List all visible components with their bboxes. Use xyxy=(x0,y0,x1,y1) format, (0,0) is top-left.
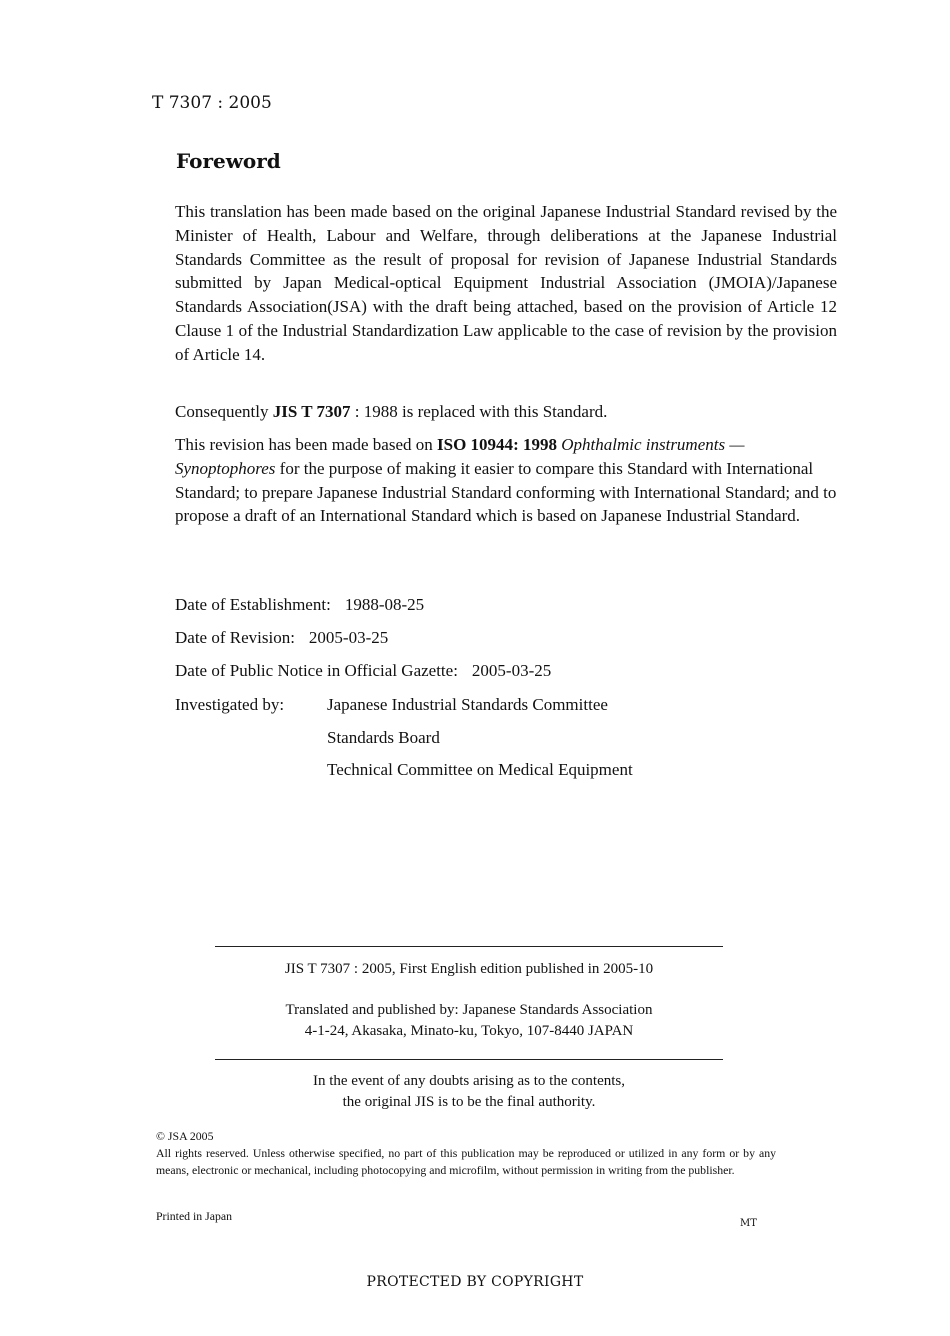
date-notice-label: Date of Public Notice in Official Gazette: xyxy=(175,661,458,680)
mt-mark: MT xyxy=(740,1218,757,1229)
foreword-title: Foreword xyxy=(176,149,281,173)
authority-line-2: the original JIS is to be the final authority. xyxy=(342,1094,596,1110)
foreword-paragraph-1: This translation has been made based on the original Japanese Industrial Standard revised by the Minister of Health, Labour and Welfare, through deliberations at the Japanese Industrial Standards Committee as the result of proposal for revision of Japanese Industrial Standards submitted by Japan Medical-optical Equipment Industrial Association (JMOIA)/Japanese Standards Association(JSA) with the draft being attached, based on the provision of Article 12 Clause 1 of the Industrial Standardization Law applicable to the case of revision by the provision of Article 14. xyxy=(175,202,837,364)
date-notice-row xyxy=(175,661,551,681)
p2-standard: JIS T 7307 xyxy=(272,402,351,421)
date-notice-value: 2005-03-25 xyxy=(471,661,552,680)
p2-suffix: : 1988 is replaced with this Standard. xyxy=(350,402,608,421)
investigated-line-2: Standards Board xyxy=(327,728,440,747)
date-establishment-row xyxy=(175,595,424,615)
publisher-line-2: 4-1-24, Akasaka, Minato-ku, Tokyo, 107-8440 JAPAN xyxy=(304,1023,634,1039)
p2-prefix: Consequently xyxy=(175,402,273,421)
p3-iso-standard: ISO 10944 xyxy=(437,435,514,454)
date-revision-value: 2005-03-25 xyxy=(308,628,389,647)
copyright-footer: PROTECTED BY COPYRIGHT xyxy=(366,1274,584,1290)
date-revision-label: Date of Revision: xyxy=(175,628,295,647)
top-divider xyxy=(215,946,723,947)
foreword-paragraph-3 xyxy=(175,433,837,528)
p3-prefix: This revision has been made based on xyxy=(175,435,438,454)
copyright-notice: © JSA 2005 xyxy=(156,1129,214,1143)
rights-statement: All rights reserved. Unless otherwise specified, no part of this publication may be reproduced or utilized in any form or by any means, electronic or mechanical, including photocopying and microfilm, without permission in writing from the publisher. xyxy=(156,1146,776,1177)
p3-iso-year: : 1998 xyxy=(513,435,562,454)
p3-suffix: for the purpose of making it easier to compare this Standard with International Standard; to prepare Japanese Industrial Standard conforming with International Standard; and to propose a draft of an International Standard which is based on Japanese Industrial Standard. xyxy=(175,458,837,526)
edition-line: JIS T 7307 : 2005, First English edition published in 2005-10 xyxy=(284,961,654,977)
foreword-paragraph-2 xyxy=(175,400,837,424)
document-code: T 7307 : 2005 xyxy=(152,93,272,113)
investigated-line-3: Technical Committee on Medical Equipment xyxy=(327,760,633,779)
date-establishment-label: Date of Establishment: xyxy=(175,595,331,614)
date-establishment-value: 1988-08-25 xyxy=(344,595,425,614)
bottom-divider xyxy=(215,1059,723,1060)
date-revision-row xyxy=(175,628,388,648)
publisher-line-1: Translated and published by: Japanese Standards Association xyxy=(285,1002,653,1018)
p3-iso-title: Ophthalmic instruments —Synoptophores xyxy=(175,435,745,478)
investigated-line-1: Japanese Industrial Standards Committee xyxy=(327,695,608,714)
printed-in: Printed in Japan xyxy=(156,1209,233,1223)
investigated-label: Investigated by: xyxy=(175,695,285,714)
authority-line-1: In the event of any doubts arising as to the contents, xyxy=(312,1073,625,1089)
